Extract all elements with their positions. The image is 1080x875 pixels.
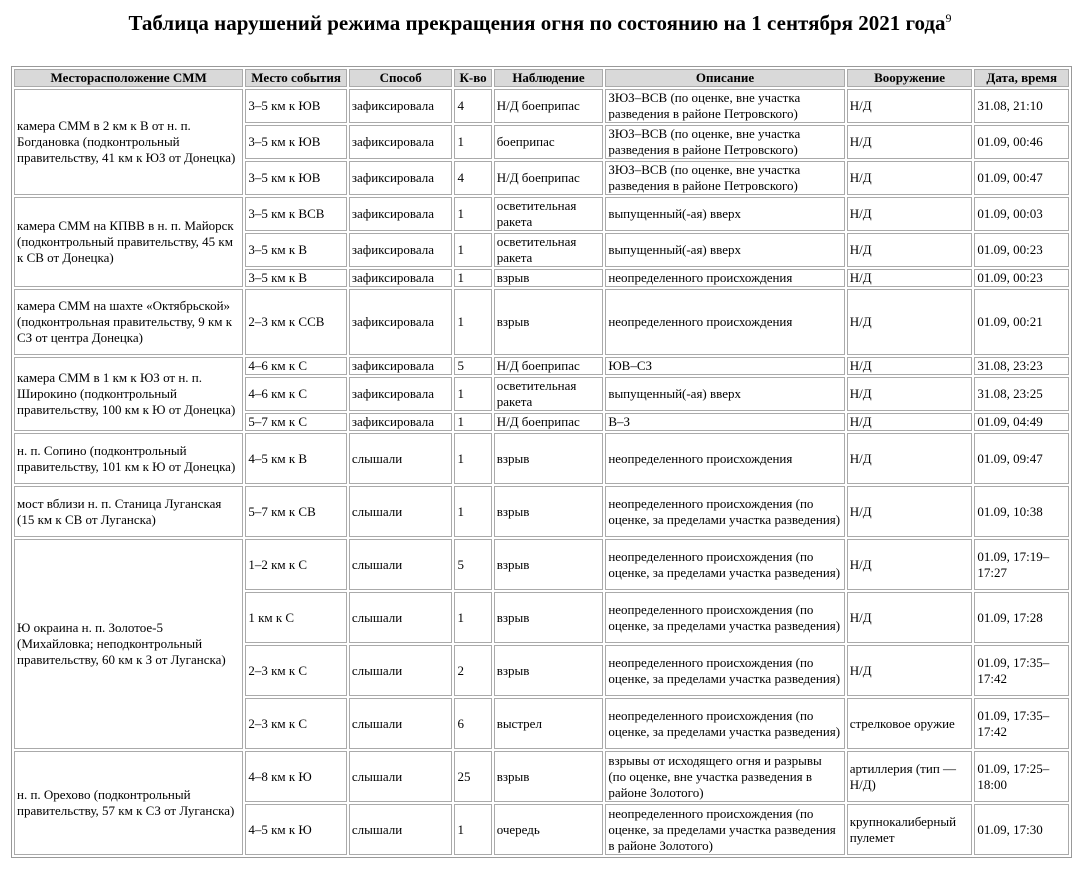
weapon-cell: крупнокалиберный пулемет (847, 804, 973, 855)
count-cell: 1 (454, 197, 491, 231)
count-cell: 1 (454, 433, 491, 484)
observation-cell: взрыв (494, 539, 604, 590)
event-place-cell: 3–5 км к В (245, 233, 347, 267)
footnote-marker: 9 (945, 11, 952, 25)
description-cell: ЗЮЗ–ВСВ (по оценке, вне участка разведения в районе Петровского) (605, 89, 844, 123)
event-place-cell: 2–3 км к С (245, 698, 347, 749)
observation-cell: осветительная ракета (494, 377, 604, 411)
count-cell: 6 (454, 698, 491, 749)
weapon-cell: артиллерия (тип — Н/Д) (847, 751, 973, 802)
method-cell: слышали (349, 698, 453, 749)
observation-cell: взрыв (494, 269, 604, 287)
method-cell: слышали (349, 592, 453, 643)
violations-table (11, 66, 1072, 858)
event-place-cell: 4–5 км к Ю (245, 804, 347, 855)
observation-cell: взрыв (494, 433, 604, 484)
count-cell: 25 (454, 751, 491, 802)
location-cell: Ю окраина н. п. Золотое-5 (Михайловка; неподконтрольный правительству, 60 км к З от Луганска) (14, 539, 243, 749)
method-cell: слышали (349, 433, 453, 484)
table-row (14, 751, 1069, 802)
method-cell: зафиксировала (349, 89, 453, 123)
description-cell: неопределенного происхождения (по оценке, за пределами участка разведения) (605, 645, 844, 696)
count-cell: 2 (454, 645, 491, 696)
datetime-cell: 01.09, 17:35–17:42 (974, 645, 1069, 696)
location-cell: камера СММ в 2 км к В от н. п. Богдановка (подконтрольный правительству, 41 км к ЮЗ от Донецка) (14, 89, 243, 195)
count-cell: 1 (454, 377, 491, 411)
event-place-cell: 2–3 км к ССВ (245, 289, 347, 355)
description-cell: выпущенный(-ая) вверх (605, 233, 844, 267)
datetime-cell: 01.09, 00:23 (974, 233, 1069, 267)
observation-cell: взрыв (494, 486, 604, 537)
method-cell: слышали (349, 486, 453, 537)
event-place-cell: 3–5 км к ЮВ (245, 125, 347, 159)
description-cell: В–З (605, 413, 844, 431)
table-row (14, 289, 1069, 355)
observation-cell: взрыв (494, 645, 604, 696)
weapon-cell: Н/Д (847, 161, 973, 195)
description-cell: неопределенного происхождения (605, 289, 844, 355)
header-count: К-во (454, 69, 491, 87)
description-cell: неопределенного происхождения (по оценке, за пределами участка разведения) (605, 698, 844, 749)
header-observation: Наблюдение (494, 69, 604, 87)
datetime-cell: 01.09, 17:35–17:42 (974, 698, 1069, 749)
weapon-cell: Н/Д (847, 433, 973, 484)
description-cell: выпущенный(-ая) вверх (605, 377, 844, 411)
count-cell: 5 (454, 539, 491, 590)
datetime-cell: 01.09, 00:21 (974, 289, 1069, 355)
observation-cell: очередь (494, 804, 604, 855)
method-cell: зафиксировала (349, 233, 453, 267)
table-row (14, 89, 1069, 123)
description-cell: ЮВ–СЗ (605, 357, 844, 375)
event-place-cell: 3–5 км к В (245, 269, 347, 287)
header-place: Место события (245, 69, 347, 87)
observation-cell: взрыв (494, 289, 604, 355)
description-cell: выпущенный(-ая) вверх (605, 197, 844, 231)
weapon-cell: Н/Д (847, 125, 973, 159)
weapon-cell: Н/Д (847, 197, 973, 231)
datetime-cell: 01.09, 00:46 (974, 125, 1069, 159)
event-place-cell: 1–2 км к С (245, 539, 347, 590)
method-cell: зафиксировала (349, 289, 453, 355)
datetime-cell: 01.09, 00:03 (974, 197, 1069, 231)
weapon-cell: стрелковое оружие (847, 698, 973, 749)
observation-cell: взрыв (494, 751, 604, 802)
method-cell: зафиксировала (349, 413, 453, 431)
datetime-cell: 01.09, 00:23 (974, 269, 1069, 287)
event-place-cell: 1 км к С (245, 592, 347, 643)
count-cell: 1 (454, 233, 491, 267)
datetime-cell: 01.09, 09:47 (974, 433, 1069, 484)
location-cell: камера СММ на КПВВ в н. п. Майорск (подконтрольный правительству, 45 км к СВ от Донецка) (14, 197, 243, 287)
location-cell: н. п. Орехово (подконтрольный правительству, 57 км к СЗ от Луганска) (14, 751, 243, 855)
datetime-cell: 01.09, 04:49 (974, 413, 1069, 431)
datetime-cell: 01.09, 10:38 (974, 486, 1069, 537)
observation-cell: Н/Д боеприпас (494, 89, 604, 123)
observation-cell: боеприпас (494, 125, 604, 159)
observation-cell: Н/Д боеприпас (494, 413, 604, 431)
description-cell: неопределенного происхождения (по оценке, за пределами участка разведения) (605, 592, 844, 643)
method-cell: зафиксировала (349, 125, 453, 159)
count-cell: 5 (454, 357, 491, 375)
method-cell: слышали (349, 751, 453, 802)
event-place-cell: 5–7 км к СВ (245, 486, 347, 537)
description-cell: неопределенного происхождения (по оценке, за пределами участка разведения) (605, 539, 844, 590)
description-cell: ЗЮЗ–ВСВ (по оценке, вне участка разведения в районе Петровского) (605, 161, 844, 195)
weapon-cell: Н/Д (847, 592, 973, 643)
description-cell: неопределенного происхождения (605, 269, 844, 287)
method-cell: зафиксировала (349, 269, 453, 287)
description-cell: взрывы от исходящего огня и разрывы (по оценке, вне участка разведения в районе Золотого) (605, 751, 844, 802)
datetime-cell: 01.09, 17:19–17:27 (974, 539, 1069, 590)
table-row (14, 197, 1069, 231)
weapon-cell: Н/Д (847, 289, 973, 355)
method-cell: зафиксировала (349, 161, 453, 195)
event-place-cell: 3–5 км к ВСВ (245, 197, 347, 231)
datetime-cell: 31.08, 21:10 (974, 89, 1069, 123)
weapon-cell: Н/Д (847, 486, 973, 537)
weapon-cell: Н/Д (847, 89, 973, 123)
datetime-cell: 31.08, 23:25 (974, 377, 1069, 411)
method-cell: зафиксировала (349, 197, 453, 231)
header-description: Описание (605, 69, 844, 87)
header-location: Месторасположение СММ (14, 69, 243, 87)
weapon-cell: Н/Д (847, 269, 973, 287)
datetime-cell: 01.09, 17:30 (974, 804, 1069, 855)
event-place-cell: 4–6 км к С (245, 357, 347, 375)
datetime-cell: 01.09, 17:28 (974, 592, 1069, 643)
method-cell: слышали (349, 539, 453, 590)
event-place-cell: 2–3 км к С (245, 645, 347, 696)
event-place-cell: 5–7 км к С (245, 413, 347, 431)
location-cell: мост вблизи н. п. Станица Луганская (15 км к СВ от Луганска) (14, 486, 243, 537)
method-cell: слышали (349, 804, 453, 855)
weapon-cell: Н/Д (847, 645, 973, 696)
header-row (14, 69, 1069, 87)
page-title (0, 10, 1080, 50)
weapon-cell: Н/Д (847, 413, 973, 431)
table-body (14, 89, 1069, 855)
header-weapon: Вооружение (847, 69, 973, 87)
weapon-cell: Н/Д (847, 233, 973, 267)
count-cell: 1 (454, 413, 491, 431)
count-cell: 4 (454, 161, 491, 195)
observation-cell: выстрел (494, 698, 604, 749)
datetime-cell: 31.08, 23:23 (974, 357, 1069, 375)
header-method: Способ (349, 69, 453, 87)
description-cell: ЗЮЗ–ВСВ (по оценке, вне участка разведения в районе Петровского) (605, 125, 844, 159)
description-cell: неопределенного происхождения (по оценке, за пределами участка разведения) (605, 486, 844, 537)
count-cell: 1 (454, 289, 491, 355)
count-cell: 1 (454, 486, 491, 537)
method-cell: зафиксировала (349, 377, 453, 411)
weapon-cell: Н/Д (847, 357, 973, 375)
title-text: Таблица нарушений режима прекращения огня по состоянию на 1 сентября 2021 года (128, 11, 946, 35)
description-cell: неопределенного происхождения (по оценке, за пределами участка разведения в районе Золотого) (605, 804, 844, 855)
location-cell: камера СММ в 1 км к ЮЗ от н. п. Широкино (подконтрольный правительству, 100 км к Ю от Донецка) (14, 357, 243, 431)
count-cell: 1 (454, 804, 491, 855)
observation-cell: Н/Д боеприпас (494, 161, 604, 195)
location-cell: камера СММ на шахте «Октябрьской» (подконтрольная правительству, 9 км к СЗ от центра Донецка) (14, 289, 243, 355)
weapon-cell: Н/Д (847, 377, 973, 411)
count-cell: 1 (454, 125, 491, 159)
datetime-cell: 01.09, 17:25–18:00 (974, 751, 1069, 802)
event-place-cell: 3–5 км к ЮВ (245, 161, 347, 195)
method-cell: слышали (349, 645, 453, 696)
observation-cell: осветительная ракета (494, 197, 604, 231)
location-cell: н. п. Сопино (подконтрольный правительству, 101 км к Ю от Донецка) (14, 433, 243, 484)
table-row (14, 433, 1069, 484)
header-datetime: Дата, время (974, 69, 1069, 87)
event-place-cell: 4–8 км к Ю (245, 751, 347, 802)
observation-cell: осветительная ракета (494, 233, 604, 267)
weapon-cell: Н/Д (847, 539, 973, 590)
observation-cell: Н/Д боеприпас (494, 357, 604, 375)
event-place-cell: 3–5 км к ЮВ (245, 89, 347, 123)
table-row (14, 539, 1069, 590)
description-cell: неопределенного происхождения (605, 433, 844, 484)
count-cell: 1 (454, 592, 491, 643)
count-cell: 1 (454, 269, 491, 287)
event-place-cell: 4–6 км к С (245, 377, 347, 411)
method-cell: зафиксировала (349, 357, 453, 375)
event-place-cell: 4–5 км к В (245, 433, 347, 484)
table-row (14, 486, 1069, 537)
count-cell: 4 (454, 89, 491, 123)
observation-cell: взрыв (494, 592, 604, 643)
datetime-cell: 01.09, 00:47 (974, 161, 1069, 195)
table-row (14, 357, 1069, 375)
